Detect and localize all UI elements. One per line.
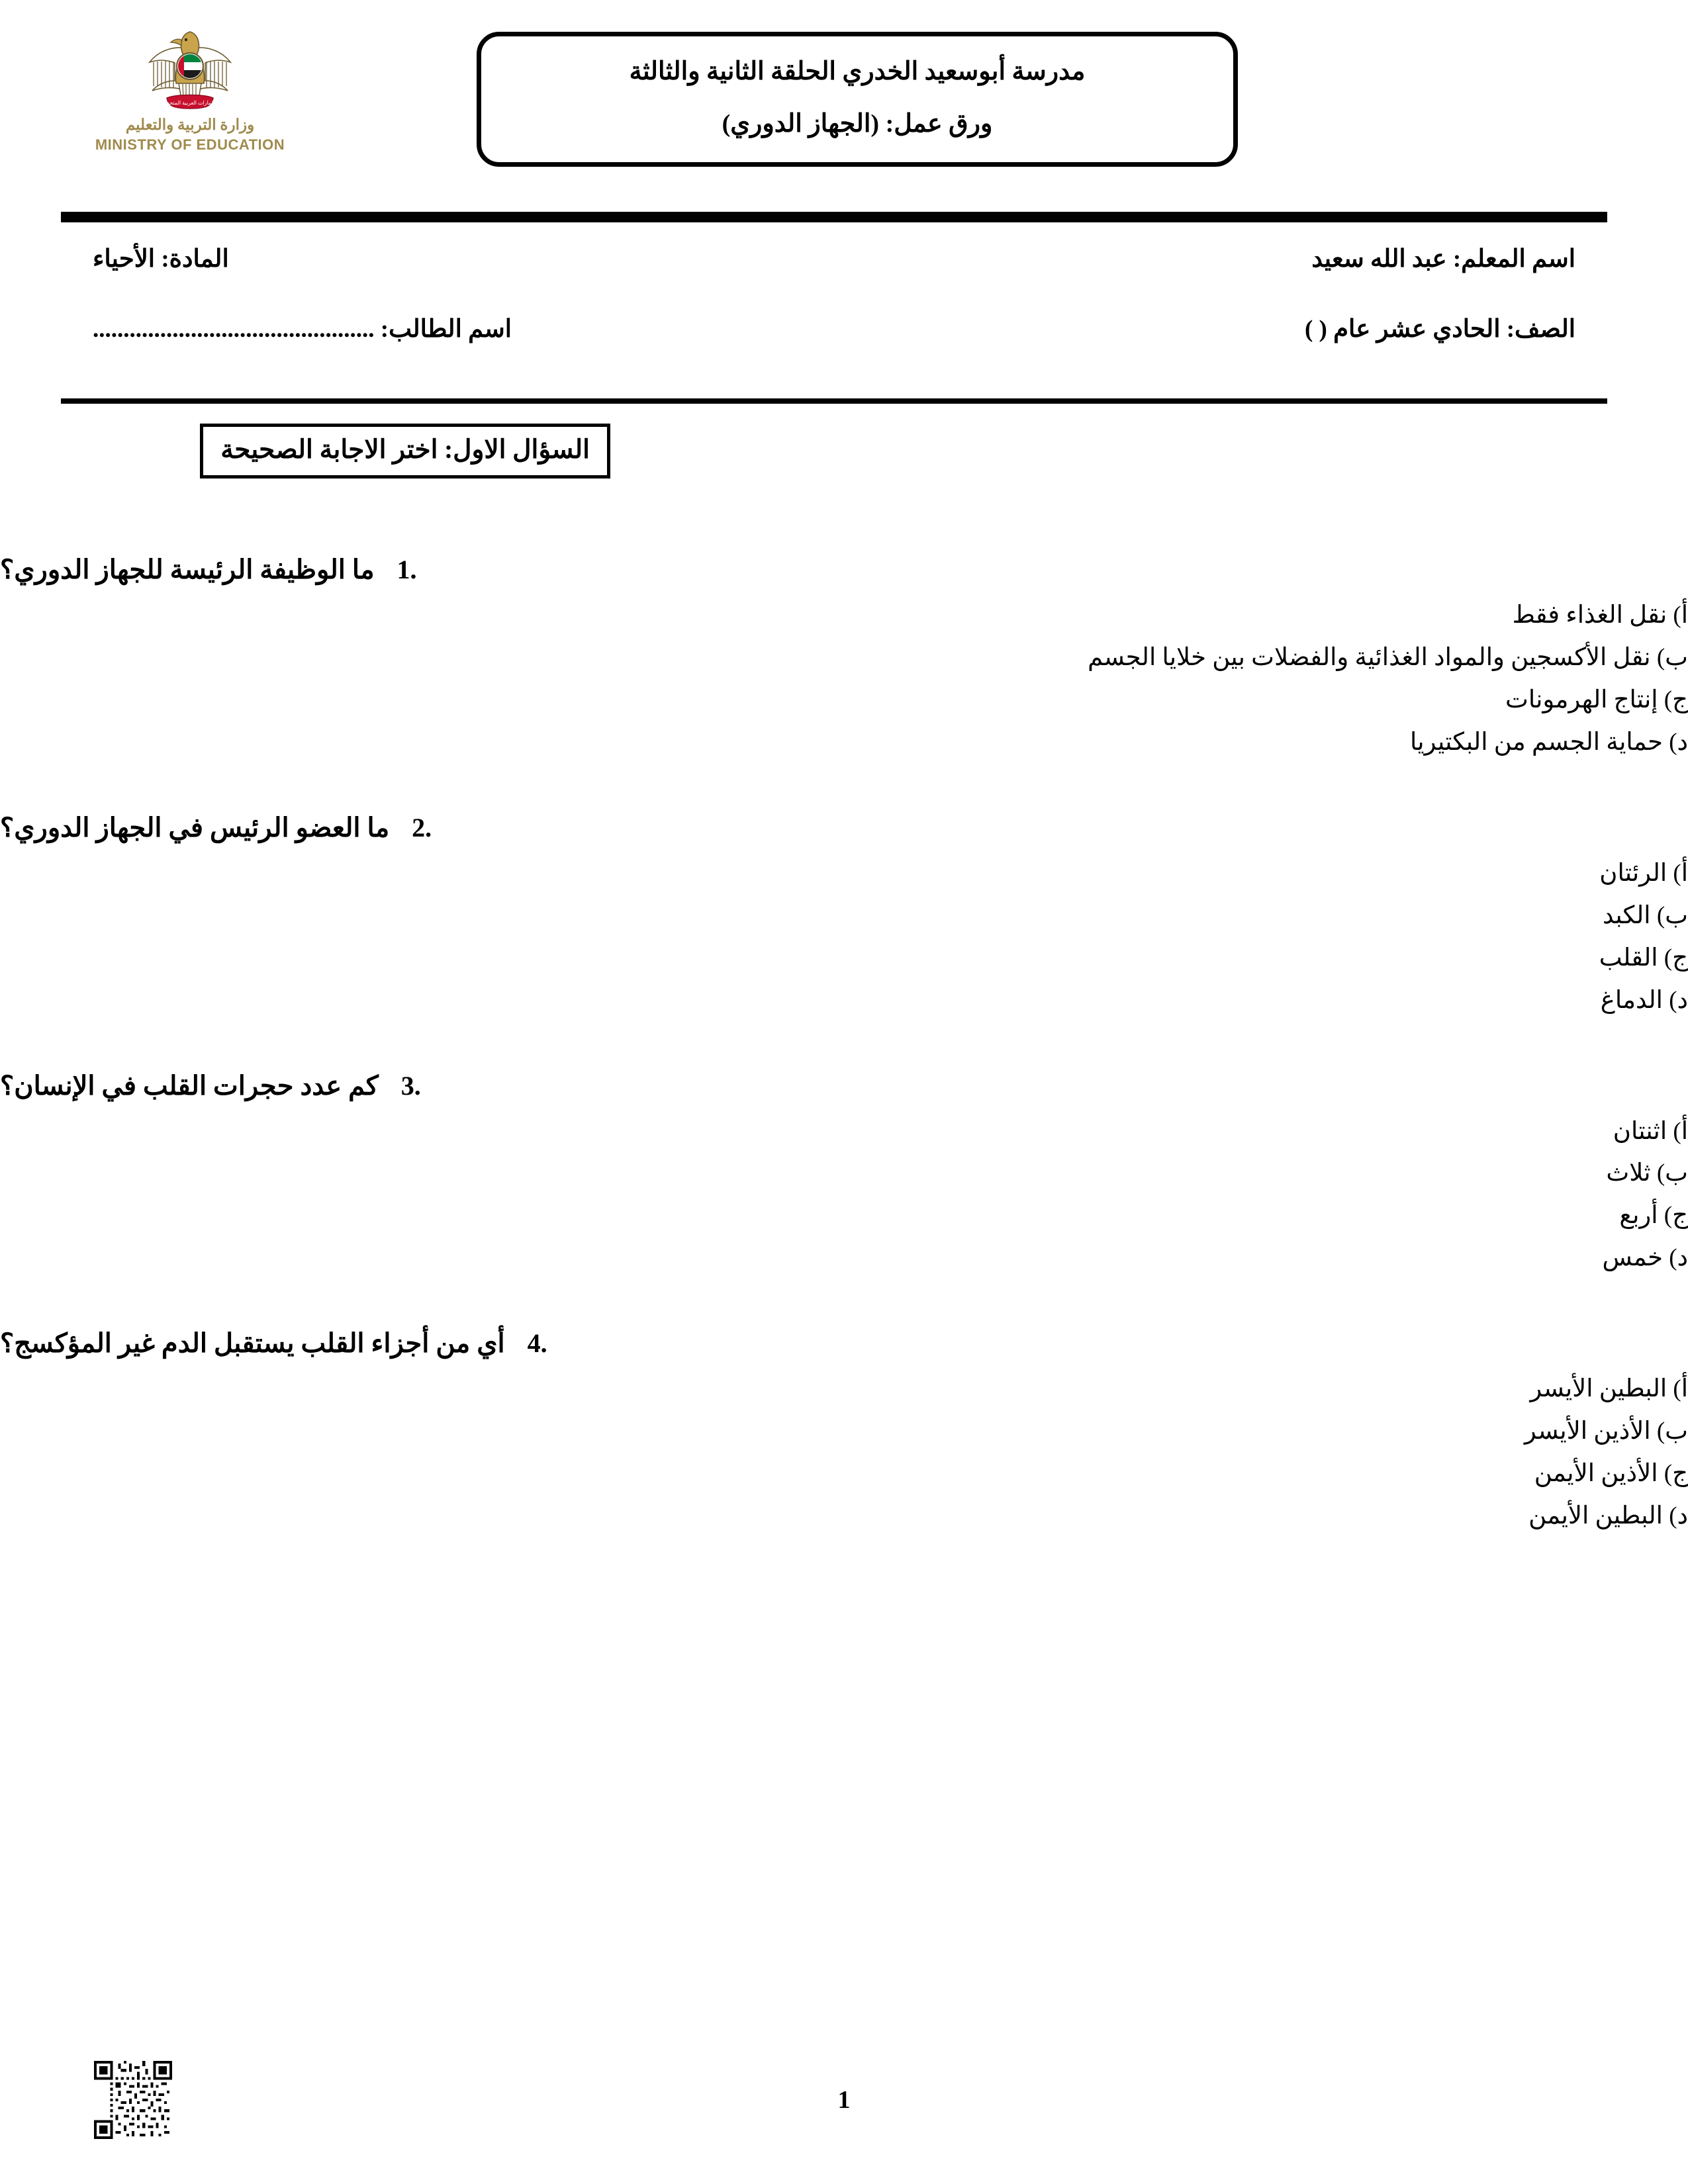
question-stem bbox=[0, 1069, 1688, 1103]
question-stem bbox=[0, 1326, 1688, 1361]
teacher-name-label: اسم المعلم: عبد الله سعيد bbox=[1311, 246, 1575, 273]
option-b[interactable]: ب) الكبد bbox=[1603, 901, 1688, 929]
ministry-of-education-logo bbox=[94, 25, 286, 154]
worksheet-title: ورق عمل: (الجهاز الدوري) bbox=[722, 110, 993, 138]
options-list bbox=[0, 1373, 1688, 1533]
question-number: 3. bbox=[400, 1070, 421, 1101]
option-c[interactable]: ج) القلب bbox=[1599, 944, 1688, 972]
options-list bbox=[0, 1115, 1688, 1275]
option-c[interactable]: ج) إنتاج الهرمونات bbox=[1505, 686, 1688, 713]
option-c[interactable]: ج) أربع bbox=[1619, 1202, 1688, 1230]
page-number: 1 bbox=[837, 2086, 851, 2114]
section-heading-text: السؤال الاول: اختر الاجابة الصحيحة bbox=[220, 435, 590, 464]
header-divider-thick bbox=[61, 212, 1607, 222]
question-stem bbox=[0, 811, 1688, 845]
question-text: كم عدد حجرات القلب في الإنسان؟ bbox=[0, 1070, 379, 1101]
question-number: 4. bbox=[527, 1328, 547, 1359]
question-number: 2. bbox=[412, 812, 432, 842]
options-list bbox=[0, 857, 1688, 1017]
question-item bbox=[0, 1069, 1688, 1275]
student-name-field[interactable]: اسم الطالب: .............................................. bbox=[93, 316, 512, 343]
option-a[interactable]: أ) اثنتان bbox=[1613, 1117, 1688, 1145]
info-row-student-class bbox=[61, 315, 1607, 344]
option-c[interactable]: ج) الأذين الأيمن bbox=[1534, 1460, 1688, 1488]
question-text: ما العضو الرئيس في الجهاز الدوري؟ bbox=[0, 812, 390, 842]
options-list bbox=[0, 599, 1688, 759]
option-a[interactable]: أ) الرئتان bbox=[1599, 859, 1688, 887]
ministry-name-arabic: وزارة التربية والتعليم bbox=[125, 116, 255, 133]
ministry-name-english: MINISTRY OF EDUCATION bbox=[95, 136, 285, 153]
qr-code-icon bbox=[94, 2061, 172, 2139]
option-b[interactable]: ب) الأذين الأيسر bbox=[1524, 1418, 1688, 1445]
questions-list bbox=[0, 553, 1688, 1584]
option-d[interactable]: د) البطين الأيمن bbox=[1528, 1502, 1688, 1530]
class-field[interactable]: الصف: الحادي عشر عام ( ) bbox=[1304, 316, 1575, 343]
page-header bbox=[0, 0, 1688, 192]
svg-text:الإمارات العربية المتحدة: الإمارات العربية المتحدة bbox=[164, 100, 216, 106]
uae-falcon-emblem-icon bbox=[94, 25, 286, 113]
question-number: 1. bbox=[397, 555, 417, 584]
school-name: مدرسة أبوسعيد الخدري الحلقة الثانية والثالثة bbox=[629, 58, 1086, 85]
question-item bbox=[0, 1326, 1688, 1533]
section-heading-box bbox=[200, 424, 610, 478]
subject-label: المادة: الأحياء bbox=[93, 246, 229, 273]
question-text: أي من أجزاء القلب يستقبل الدم غير المؤكسج؟ bbox=[0, 1328, 505, 1359]
question-text: ما الوظيفة الرئيسة للجهاز الدوري؟ bbox=[0, 555, 375, 584]
option-b[interactable]: ب) نقل الأكسجين والمواد الغذائية والفضلات بين خلايا الجسم bbox=[1088, 643, 1688, 671]
option-d[interactable]: د) حماية الجسم من البكتيريا bbox=[1410, 728, 1688, 756]
header-divider-thin bbox=[61, 398, 1607, 404]
question-item bbox=[0, 811, 1688, 1017]
question-stem bbox=[0, 553, 1688, 587]
option-b[interactable]: ب) ثلاث bbox=[1606, 1160, 1688, 1187]
question-item bbox=[0, 553, 1688, 759]
option-a[interactable]: أ) نقل الغذاء فقط bbox=[1512, 602, 1688, 629]
info-row-subject-teacher bbox=[61, 245, 1607, 274]
school-title-box bbox=[477, 32, 1238, 167]
option-d[interactable]: د) خمس bbox=[1602, 1244, 1688, 1272]
student-info-block bbox=[61, 245, 1607, 345]
option-d[interactable]: د) الدماغ bbox=[1600, 986, 1688, 1014]
option-a[interactable]: أ) البطين الأيسر bbox=[1530, 1375, 1688, 1403]
